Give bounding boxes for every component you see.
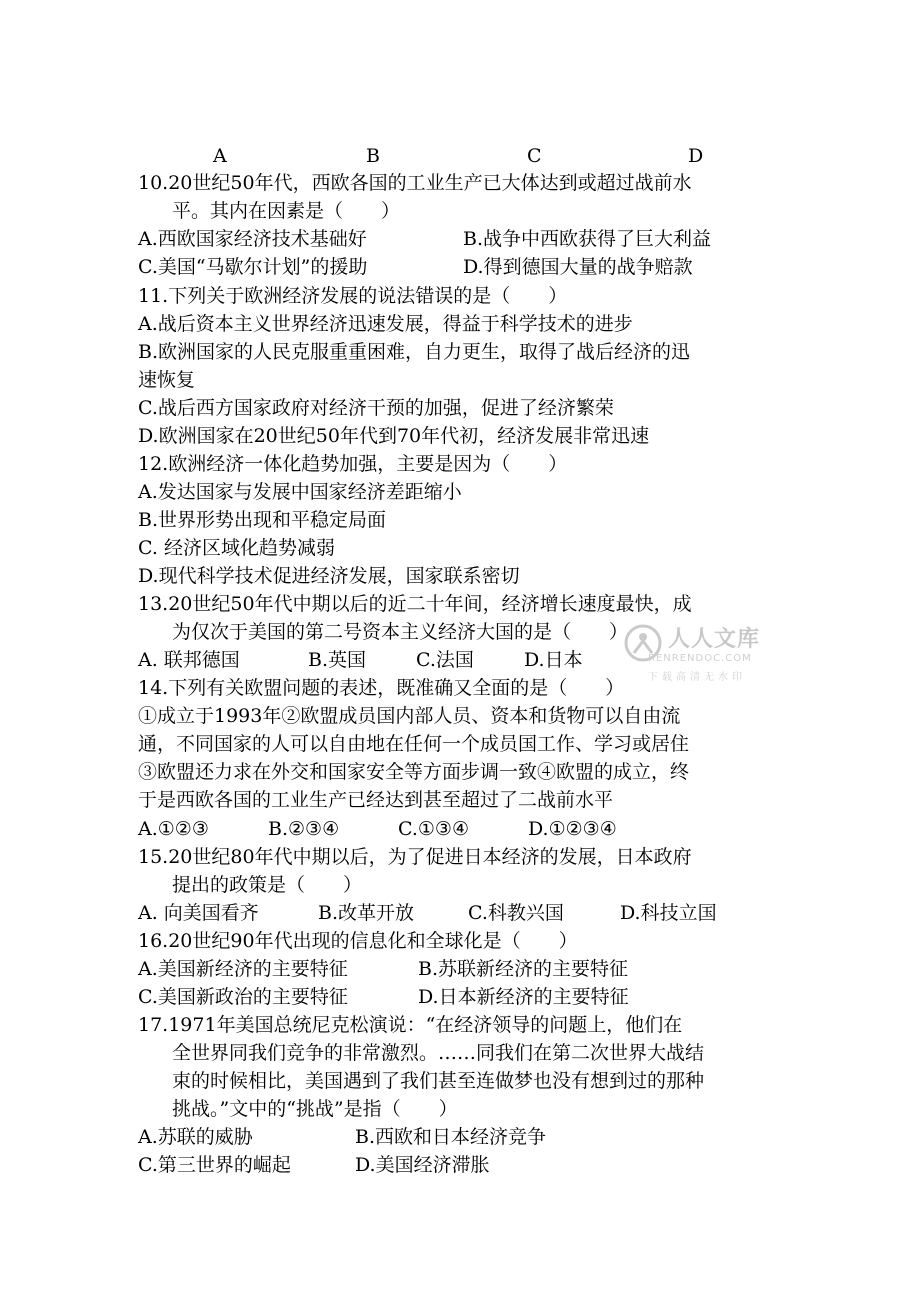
q14-option-a: A.①②③ xyxy=(138,818,209,840)
q14-option-b: B.②③④ xyxy=(268,818,340,840)
q16-stem: 16.20世纪90年代出现的信息化和全球化是（ ） xyxy=(138,930,578,952)
q17-option-b: B.西欧和日本经济竞争 xyxy=(355,1126,547,1148)
q16-option-d: D.日本新经济的主要特征 xyxy=(418,986,629,1008)
q11-option-a: A.战后资本主义世界经济迅速发展，得益于科学技术的进步 xyxy=(138,313,633,335)
q17-option-a: A.苏联的威胁 xyxy=(138,1126,253,1148)
q15-option-b: B.改革开放 xyxy=(318,902,415,924)
q11-option-d: D.欧洲国家在20世纪50年代到70年代初，经济发展非常迅速 xyxy=(138,425,650,447)
q10-option-b: B.战争中西欧获得了巨大利益 xyxy=(463,228,712,250)
q13-option-a: A. 联邦德国 xyxy=(138,649,240,671)
q15-stem-line2: 提出的政策是（ ） xyxy=(172,874,363,896)
option-label-a: A xyxy=(213,145,227,167)
q14-body-line2: 通，不同国家的人可以自由地在任何一个成员国工作、学习或居住 xyxy=(138,733,690,755)
q15-option-c: C.科教兴国 xyxy=(468,902,564,924)
q11-option-b-line2: 速恢复 xyxy=(138,369,196,391)
watermark-domain: RENRENDOC.COM xyxy=(648,653,752,664)
q11-option-b-line1: B.欧洲国家的人民克服重重困难，自力更生，取得了战后经济的迅 xyxy=(138,341,691,363)
q15-option-a: A. 向美国看齐 xyxy=(138,902,259,924)
q10-option-d: D.得到德国大量的战争赔款 xyxy=(463,256,693,278)
q17-stem-line2: 全世界同我们竞争的非常激烈。……同我们在第二次世界大战结 xyxy=(172,1042,705,1064)
q13-options-row xyxy=(138,646,583,674)
q16-options-row1 xyxy=(138,955,628,983)
q13-option-c: C.法国 xyxy=(416,649,474,671)
q15-options-row xyxy=(138,899,717,927)
watermark-tagline: 下载高清无水印 xyxy=(648,672,746,683)
q17-options-row2 xyxy=(138,1151,490,1179)
q17-option-c: C.第三世界的崛起 xyxy=(138,1154,291,1176)
option-label-b: B xyxy=(366,145,380,167)
q14-body-line4: 于是西欧各国的工业生产已经达到甚至超过了二战前水平 xyxy=(138,789,614,811)
q17-stem-line3: 束的时候相比，美国遇到了我们甚至连做梦也没有想到过的那种 xyxy=(172,1070,705,1092)
q10-option-c: C.美国“马歇尔计划”的援助 xyxy=(138,256,368,278)
q13-stem-line2: 为仅次于美国的第二号资本主义经济大国的是（ ） xyxy=(172,621,629,643)
q16-option-c: C.美国新政治的主要特征 xyxy=(138,986,348,1008)
q14-body-line1: ①成立于1993年②欧盟成员国内部人员、资本和货物可以自由流 xyxy=(138,705,681,727)
q12-option-c: C. 经济区域化趋势减弱 xyxy=(138,537,335,559)
q13-stem-line1: 13.20世纪50年代中期以后的近二十年间，经济增长速度最快，成 xyxy=(138,593,692,615)
q14-body-line3: ③欧盟还力求在外交和国家安全等方面步调一致④欧盟的成立，终 xyxy=(138,761,690,783)
q10-option-a: A.西欧国家经济技术基础好 xyxy=(138,228,367,250)
q17-options-row1 xyxy=(138,1123,546,1151)
option-label-d: D xyxy=(688,145,704,167)
image-option-labels xyxy=(0,142,920,170)
q13-option-d: D.日本 xyxy=(524,649,583,671)
q10-options-row1 xyxy=(138,225,711,253)
q12-option-b: B.世界形势出现和平稳定局面 xyxy=(138,509,387,531)
q17-option-d: D.美国经济滞胀 xyxy=(355,1154,490,1176)
q13-option-b: B.英国 xyxy=(308,649,367,671)
q10-options-row2 xyxy=(138,253,693,281)
q12-option-d: D.现代科学技术促进经济发展，国家联系密切 xyxy=(138,565,520,587)
option-label-c: C xyxy=(527,145,542,167)
q15-option-d: D.科技立国 xyxy=(620,902,717,924)
watermark-title: 人人文库 xyxy=(668,627,761,652)
q16-option-a: A.美国新经济的主要特征 xyxy=(138,958,348,980)
q17-stem-line4: 挑战。”文中的“挑战”是指（ ） xyxy=(172,1098,458,1120)
q16-option-b: B.苏联新经济的主要特征 xyxy=(418,958,629,980)
q11-stem: 11.下列关于欧洲经济发展的说法错误的是（ ） xyxy=(138,285,568,307)
watermark xyxy=(620,620,780,690)
q11-option-c: C.战后西方国家政府对经济干预的加强，促进了经济繁荣 xyxy=(138,397,614,419)
q12-option-a: A.发达国家与发展中国家经济差距缩小 xyxy=(138,481,462,503)
q10-stem-line1: 10.20世纪50年代，西欧各国的工业生产已大体达到或超过战前水 xyxy=(138,172,692,194)
q16-options-row2 xyxy=(138,983,629,1011)
q14-stem: 14.下列有关欧盟问题的表述，既准确又全面的是（ ） xyxy=(138,677,625,699)
q10-stem-line2: 平。其内在因素是（ ） xyxy=(172,200,401,222)
q14-option-d: D.①②③④ xyxy=(528,818,617,840)
q14-options-row xyxy=(138,815,617,843)
q17-stem-line1: 17.1971年美国总统尼克松演说：“在经济领导的问题上，他们在 xyxy=(138,1014,683,1036)
q12-stem: 12.欧洲经济一体化趋势加强，主要是因为（ ） xyxy=(138,453,568,475)
q15-stem-line1: 15.20世纪80年代中期以后，为了促进日本经济的发展，日本政府 xyxy=(138,846,692,868)
q14-option-c: C.①③④ xyxy=(398,818,469,840)
